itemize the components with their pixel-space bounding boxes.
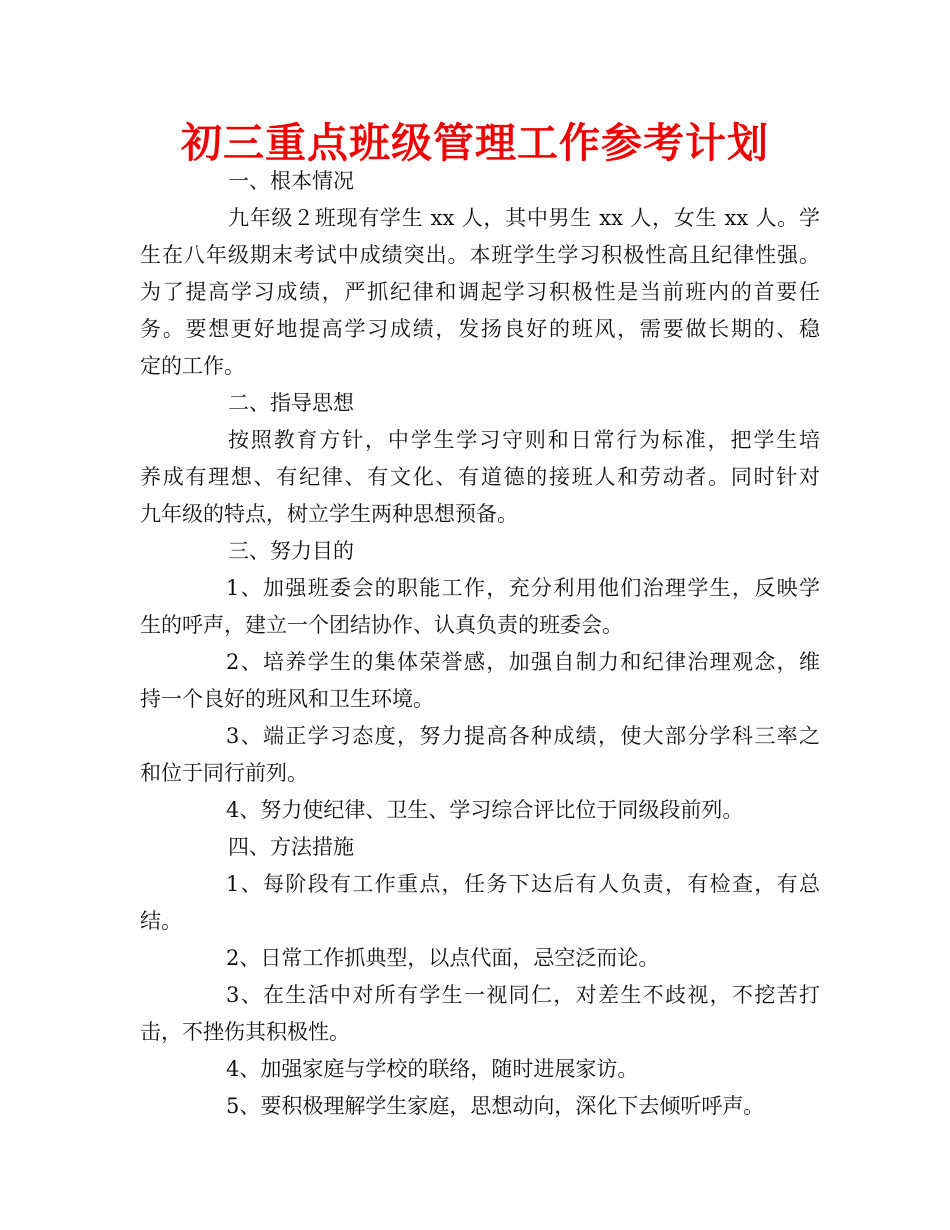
list-item-line: 5、要积极理解学生家庭，思想动向，深化下去倾听呼声。 [226,1094,765,1118]
paragraph-line: 生在八年级期末考试中成绩突出。本班学生学习积极性高且纪律性强。 [140,243,820,267]
list-item-line: 4、加强家庭与学校的联络，随时进展家访。 [226,1057,639,1081]
paragraph-line: 务。要想更好地提高学习成绩，发扬良好的班风，需要做长期的、稳 [140,317,820,341]
paragraph-line: 养成有理想、有纪律、有文化、有道德的接班人和劳动者。同时针对 [140,465,820,489]
section-heading: 二、指导思想 [228,391,354,415]
list-item-line: 4、努力使纪律、卫生、学习综合评比位于同级段前列。 [226,798,744,822]
paragraph-line: 九年级２班现有学生 xx 人，其中男生 xx 人，女生 xx 人。学 [228,206,820,230]
paragraph-line: 九年级的特点，树立学生两种思想预备。 [140,502,518,526]
list-item-line: 3、端正学习态度，努力提高各种成绩，使大部分学科三率之 [226,724,820,748]
section-heading: 一、根本情况 [228,169,354,193]
list-item-line: 击，不挫伤其积极性。 [140,1020,350,1044]
paragraph-line: 为了提高学习成绩，严抓纪律和调起学习积极性是当前班内的首要任 [140,280,820,304]
paragraph-line: 按照教育方针，中学生学习守则和日常行为标准，把学生培 [228,428,820,452]
list-item-line: 3、在生活中对所有学生一视同仁，对差生不歧视，不挖苦打 [226,983,820,1007]
list-item-line: 2、培养学生的集体荣誉感，加强自制力和纪律治理观念，维 [226,650,820,674]
document-title: 初三重点班级管理工作参考计划 [181,119,769,167]
list-item-line: 结。 [140,909,182,933]
section-heading: 三、努力目的 [228,539,354,563]
section-heading: 四、方法措施 [228,835,354,859]
document-body [140,163,820,1125]
paragraph-line: 定的工作。 [140,354,245,378]
list-item-line: 和位于同行前列。 [140,761,308,785]
list-item-line: 2、日常工作抓典型，以点代面，忌空泛而论。 [226,946,660,970]
list-item-line: 1、每阶段有工作重点，任务下达后有人负责，有检查，有总 [226,872,820,896]
list-item-line: 生的呼声，建立一个团结协作、认真负责的班委会。 [140,613,623,637]
list-item-line: 1、加强班委会的职能工作，充分利用他们治理学生，反映学 [226,576,820,600]
list-item-line: 持一个良好的班风和卫生环境。 [140,687,434,711]
